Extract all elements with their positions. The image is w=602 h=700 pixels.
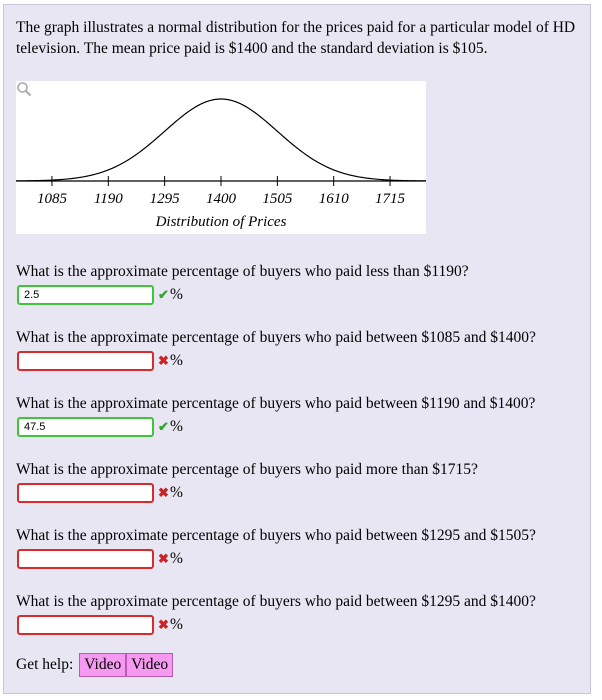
answer-input-2[interactable] [17, 351, 154, 371]
x-tick-label: 1190 [93, 191, 123, 207]
check-icon: ✔ [158, 287, 169, 302]
percent-label: % [170, 484, 183, 501]
video-button-2[interactable]: Video [126, 653, 173, 677]
question-text: What is the approximate percentage of buyers who paid between $1085 and $1400? [16, 329, 536, 346]
x-tick-label: 1505 [262, 191, 293, 207]
get-help-row [16, 653, 173, 677]
check-icon: ✔ [158, 419, 169, 434]
question-text: What is the approximate percentage of buyers who paid more than $1715? [16, 461, 478, 478]
x-tick-label: 1610 [318, 191, 349, 207]
question-panel [3, 4, 591, 694]
percent-label: % [170, 616, 183, 633]
question-text: What is the approximate percentage of buyers who paid less than $1190? [16, 263, 469, 280]
percent-label: % [170, 352, 183, 369]
answer-input-3[interactable] [17, 417, 154, 437]
answer-input-6[interactable] [17, 615, 154, 635]
cross-icon: ✖ [158, 617, 169, 632]
answer-input-4[interactable] [17, 483, 154, 503]
answer-input-1[interactable] [17, 285, 154, 305]
question-text: What is the approximate percentage of buyers who paid between $1190 and $1400? [16, 395, 536, 412]
problem-statement: The graph illustrates a normal distribution for the prices paid for a particular model of HD television. The mean price paid is $1400 and the standard deviation is $105. [16, 19, 576, 57]
get-help-label: Get help: [16, 656, 74, 673]
normal-curve [16, 99, 426, 181]
normal-distribution-graph [16, 81, 426, 234]
cross-icon: ✖ [158, 551, 169, 566]
percent-label: % [170, 550, 183, 567]
x-axis-label: Distribution of Prices [155, 214, 287, 230]
cross-icon: ✖ [158, 353, 169, 368]
x-tick-label: 1400 [206, 191, 236, 207]
x-tick-label: 1715 [375, 191, 406, 207]
percent-label: % [170, 286, 183, 303]
magnify-icon[interactable] [16, 81, 32, 97]
chart-svg [16, 81, 426, 234]
x-tick-label: 1295 [149, 191, 180, 207]
percent-label: % [170, 418, 183, 435]
cross-icon: ✖ [158, 485, 169, 500]
video-button-1[interactable]: Video [79, 653, 126, 677]
answer-input-5[interactable] [17, 549, 154, 569]
question-text: What is the approximate percentage of buyers who paid between $1295 and $1400? [16, 593, 536, 610]
question-text: What is the approximate percentage of buyers who paid between $1295 and $1505? [16, 527, 536, 544]
x-tick-label: 1085 [36, 191, 67, 207]
